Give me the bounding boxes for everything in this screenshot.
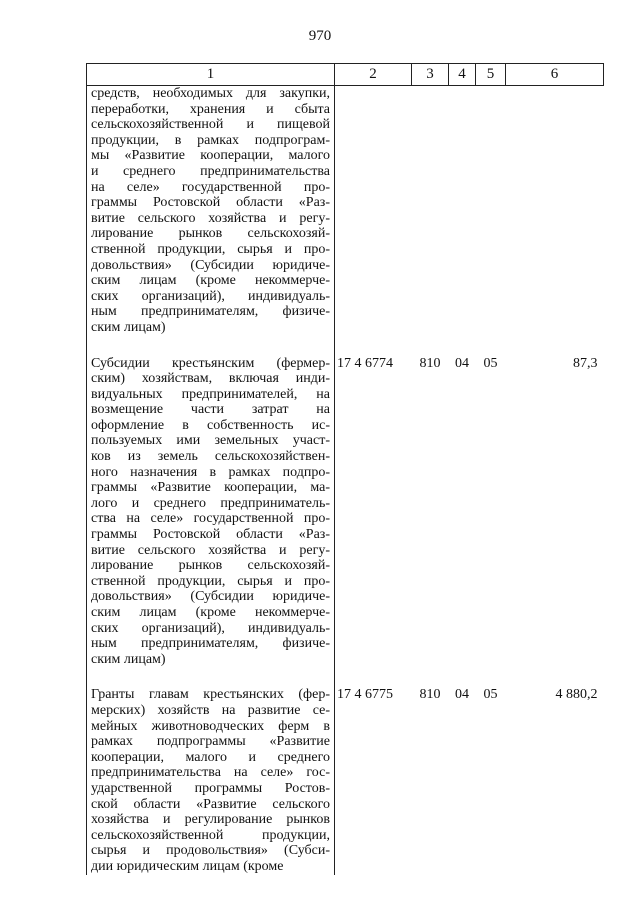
description-line: ственной продукции, сырья и про-: [91, 573, 330, 589]
description-line: граммы «Развитие кооперации, ма-: [91, 480, 330, 496]
description-line: ным предпринимателям, физиче-: [91, 636, 330, 652]
subsection-code: 05: [483, 687, 498, 703]
description-line: кооперации, малого и среднего: [91, 749, 330, 765]
table-row: [87, 86, 604, 336]
description-line: лирование рынков сельскохозяй-: [91, 558, 330, 574]
description-line: сельскохозяйственной и пищевой: [91, 117, 330, 133]
description-line: Гранты главам крестьянских (фер-: [91, 687, 330, 703]
expense-type-code: 810: [419, 687, 441, 703]
description-line: лого и среднего предприниматель-: [91, 495, 330, 511]
description-line: рамках подпрограммы «Развитие: [91, 734, 330, 750]
description-line: переработки, хранения и сбыта: [91, 101, 330, 117]
description-line: и среднего предпринимательства: [91, 163, 330, 179]
description-line: граммы Ростовской области «Раз-: [91, 527, 330, 543]
description-line: продукции, в рамках подпрограм-: [91, 132, 330, 148]
expense-type-code: 810: [419, 355, 441, 371]
page-number: 970: [308, 28, 332, 44]
description-line: дии юридическим лицам (кроме: [91, 858, 284, 874]
description-line: средств, необходимых для закупки,: [91, 86, 330, 101]
row-description: [87, 86, 335, 336]
description-line: граммы Ростовской области «Раз-: [91, 195, 330, 211]
column-header: 3: [412, 64, 449, 86]
column-header: 6: [506, 64, 604, 86]
amount-value: [506, 86, 604, 336]
description-line: ственной продукции, сырья и про-: [91, 241, 330, 257]
description-line: ским лицам (кроме некоммерче-: [91, 273, 330, 289]
subsection-code: [476, 86, 506, 336]
target-article-code: [335, 86, 412, 336]
table-row: [87, 687, 604, 874]
description-line: ским лицам): [91, 319, 166, 335]
description-line: ного назначения в рамках подпро-: [91, 464, 330, 480]
table-row: [87, 356, 604, 668]
description-line: предпринимательства на селе» гос-: [91, 765, 330, 781]
description-line: ских организаций), индивидуаль-: [91, 620, 330, 636]
description-line: ным предпринимателям, физиче-: [91, 304, 330, 320]
target-article-code: 17 4 6775: [337, 687, 393, 703]
description-line: витие сельского хозяйства и регу-: [91, 542, 330, 558]
column-header: 1: [87, 64, 335, 86]
description-line: ударственной программы Ростов-: [91, 780, 330, 796]
row-spacer: [87, 667, 604, 687]
description-line: мы «Развитие кооперации, малого: [91, 148, 330, 164]
description-line: витие сельского хозяйства и регу-: [91, 210, 330, 226]
description-line: хозяйства и регулирование рынков: [91, 812, 330, 828]
description-line: пользуемых ими земельных участ-: [91, 433, 330, 449]
description-line: ским лицам (кроме некоммерче-: [91, 605, 330, 620]
description-line: мерских) хозяйств на развитие се-: [91, 702, 330, 718]
description-line: ской области «Развитие сельского: [91, 796, 330, 812]
section-code: [449, 86, 476, 336]
description-line: оформление в собственность ис-: [91, 417, 330, 433]
amount-value: 87,3: [573, 355, 598, 371]
column-header: 4: [449, 64, 476, 86]
description-line: мейных животноводческих ферм в: [91, 718, 330, 734]
column-header: 5: [476, 64, 506, 86]
section-code: 04: [455, 687, 469, 703]
row-spacer: [87, 336, 604, 356]
budget-table: [86, 63, 604, 875]
description-line: Субсидии крестьянским (фермер-: [91, 355, 330, 371]
description-line: ским лицам): [91, 651, 166, 667]
expense-type-code: [412, 86, 449, 336]
section-code: 04: [455, 355, 469, 371]
description-line: на селе» государственной про-: [91, 179, 330, 195]
description-line: возмещение части затрат на: [91, 402, 330, 418]
description-line: довольствия» (Субсидии юридиче-: [91, 257, 330, 273]
target-article-code: 17 4 6774: [337, 355, 393, 371]
row-description: [87, 687, 335, 874]
description-line: ков из земель сельскохозяйствен-: [91, 449, 330, 465]
row-description: [87, 356, 335, 668]
subsection-code: 05: [483, 355, 498, 371]
column-header: 2: [335, 64, 412, 86]
description-line: ских организаций), индивидуаль-: [91, 288, 330, 304]
description-line: ства на селе» государственной про-: [91, 511, 330, 527]
amount-value: 4 880,2: [555, 687, 598, 703]
description-line: лирование рынков сельскохозяй-: [91, 226, 330, 242]
description-line: сырья и продовольствия» (Субси-: [91, 843, 330, 859]
description-line: ским) хозяйствам, включая инди-: [91, 371, 330, 387]
description-line: довольствия» (Субсидии юридиче-: [91, 589, 330, 605]
description-line: сельскохозяйственной продукции,: [91, 827, 330, 843]
description-line: видуальных предпринимателей, на: [91, 386, 330, 402]
table-header-row: [87, 64, 604, 86]
